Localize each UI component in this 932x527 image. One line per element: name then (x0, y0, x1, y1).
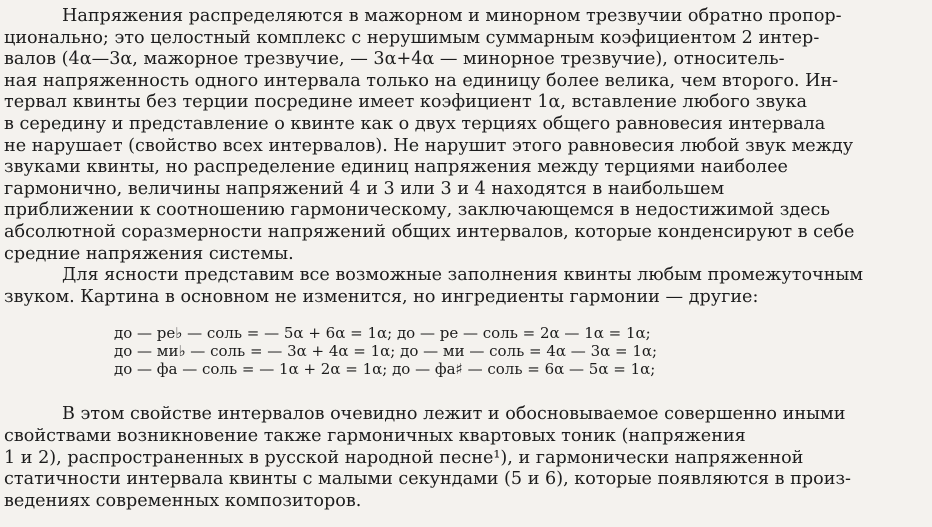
formula-row: до — ре♭ — соль = — 5α + 6α = 1α; до — ре — соль = 2α — 1α = 1α; (114, 324, 651, 343)
text-line: В этом свойстве интервалов очевидно лежит и обосновываемое совершенно иными (62, 404, 846, 425)
text-line: в середину и представление о квинте как о двух терциях общего равновесия интервала (4, 113, 826, 134)
paragraph-2 (4, 265, 926, 308)
text-line: не нарушает (свойство всех интервалов). Не нарушит этого равновесия любой звук между (4, 135, 854, 156)
text-line: звуками квинты, но распределение единиц напряжения между терциями наиболее (4, 157, 788, 178)
text-line: ведениях современных композиторов. (4, 490, 362, 511)
text-line: статичности интервала квинты с малыми секундами (5 и 6), которые появляются в произ- (4, 469, 851, 490)
text-line: тервал квинты без терции посредине имеет коэфициент 1α, вставление любого звука (4, 92, 807, 113)
text-line: 1 и 2), распространенных в русской народной песне¹), и гармонически напряженной (4, 447, 804, 468)
text-line: абсолютной соразмерности напряжений общих интервалов, которые конденсируют в себе (4, 221, 855, 242)
text-line: приближении к соотношению гармоническому, заключающемся в недостижимой здесь (4, 200, 830, 221)
text-line: средние напряжения системы. (4, 243, 294, 264)
paragraph-3 (4, 404, 926, 512)
text-line: Для ясности представим все возможные заполнения квинты любым промежуточным (62, 265, 864, 286)
text-line: звуком. Картина в основном не изменится, но ингредиенты гармонии — другие: (4, 286, 759, 307)
text-line: Напряжения распределяются в мажорном и минорном трезвучии обратно пропор- (62, 6, 842, 26)
formula-row: до — фа — соль = — 1α + 2α = 1α; до — фа♯ — соль = 6α — 5α = 1α; (114, 360, 656, 379)
text-line: валов (4α—3α, мажорное трезвучие, — 3α+4α — минорное трезвучие), относитель- (4, 49, 785, 70)
text-line: ционально; это целостный комплекс с нерушимым суммарным коэфициентом 2 интер- (4, 27, 820, 48)
paragraph-1 (4, 6, 926, 265)
text-line: свойствами возникновение также гармоничных квартовых тоник (напряжения (4, 425, 746, 446)
text-line: гармонично, величины напряжений 4 и 3 или 3 и 4 находятся в наибольшем (4, 178, 725, 199)
formula-row: до — ми♭ — соль = — 3α + 4α = 1α; до — ми — соль = 4α — 3α = 1α; (114, 342, 658, 361)
text-line: ная напряженность одного интервала только на единицу более велика, чем второго. Ин- (4, 70, 839, 91)
formula-block (114, 324, 926, 378)
